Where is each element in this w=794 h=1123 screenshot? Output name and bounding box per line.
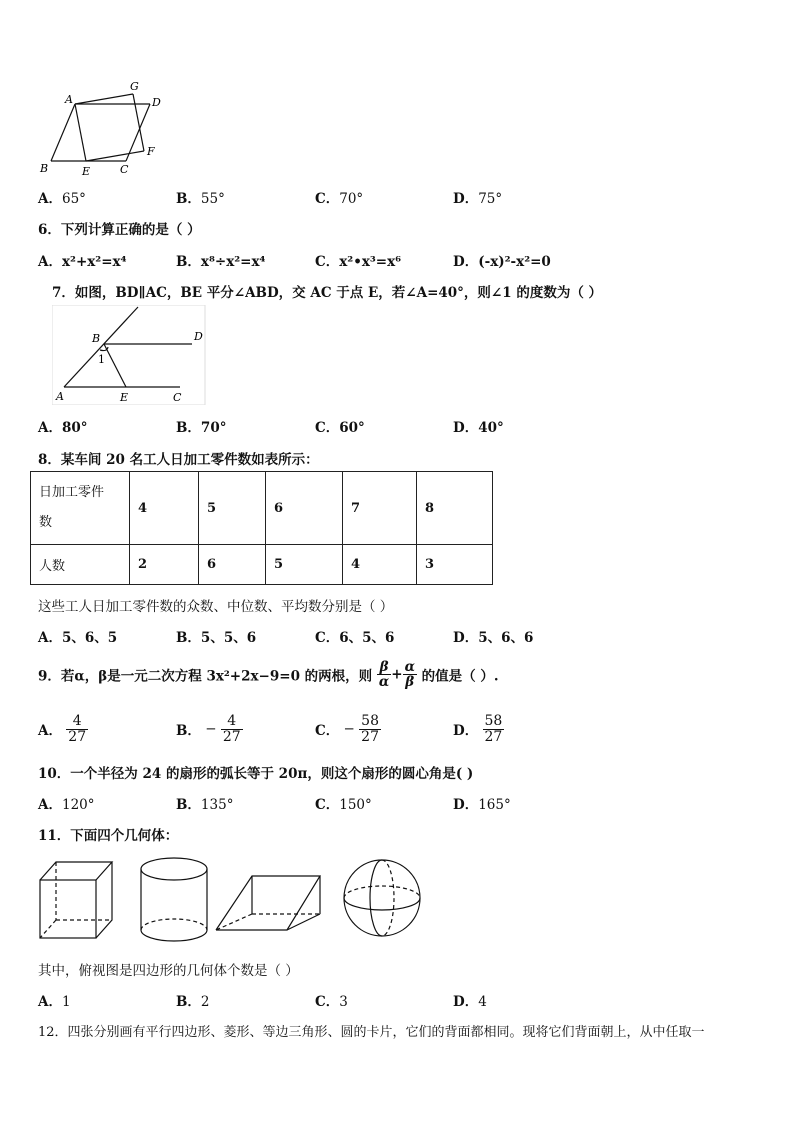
q7-option-d[interactable]: D．40° (453, 420, 504, 436)
table-header-cell: 人数 (31, 545, 130, 585)
q5-label-F: F (147, 145, 155, 158)
q6-option-a[interactable]: A．x²+x²=x⁴ (38, 254, 127, 270)
q8-follow: 这些工人日加工零件数的众数、中位数、平均数分别是（ ） (38, 599, 394, 615)
q5-label-C: C (120, 163, 129, 176)
q10-option-a[interactable]: A．120° (38, 797, 95, 813)
q9-option-d[interactable]: D． $\frac{58}{27}$ (453, 713, 503, 745)
q7-option-b[interactable]: B．70° (176, 420, 227, 436)
q7-label-D: D (194, 330, 203, 343)
q7-option-c[interactable]: C．60° (315, 420, 365, 436)
q8-stem: 8．某车间 20 名工人日加工零件数如表所示： (38, 452, 319, 468)
q11-option-c[interactable]: C．3 (315, 994, 348, 1010)
q5-label-A: A (65, 93, 73, 106)
q11-option-b[interactable]: B．2 (176, 994, 210, 1010)
q6-option-d[interactable]: D．(-x)²-x²=0 (453, 254, 551, 270)
table-cell: 3 (417, 545, 493, 585)
table-cell: 6 (266, 472, 343, 545)
q5-label-E: E (82, 165, 91, 178)
q11-follow: 其中，俯视图是四边形的几何体个数是（ ） (38, 963, 299, 979)
table-cell: 5 (266, 545, 343, 585)
q9-option-a[interactable]: A． $\frac{4}{27}$ (38, 713, 87, 745)
q5-figure (36, 78, 166, 178)
table-cell: 7 (343, 472, 417, 545)
q5-option-a[interactable]: A．65° (38, 191, 86, 207)
prism-figure (216, 876, 320, 930)
q7-stem: 7．如图，BD∥AC，BE 平分∠ABD，交 AC 于点 E，若∠A=40°，则∠1 的度数为（ ） (52, 285, 603, 301)
q10-option-b[interactable]: B．135° (176, 797, 234, 813)
cylinder-figure (141, 858, 207, 941)
q8-table (30, 471, 493, 585)
table-cell: 5 (199, 472, 266, 545)
table-row (31, 472, 493, 545)
q7-label-B: B (92, 332, 101, 345)
q9-option-c[interactable]: C． − $\frac{58}{27}$ (315, 713, 379, 745)
table-header-cell: 日加工零件 数 (31, 472, 130, 545)
q11-figures (30, 852, 450, 947)
q5-option-b[interactable]: B．55° (176, 191, 225, 207)
q5-label-G: G (130, 80, 139, 93)
q7-label-C: C (173, 391, 182, 404)
q11-stem: 11．下面四个几何体： (38, 828, 179, 844)
q5-label-B: B (40, 162, 49, 175)
q8-option-c[interactable]: C．6、5、6 (315, 630, 395, 646)
sphere-figure (344, 860, 420, 936)
q9-fraction-beta-over-alpha: $\frac{\beta}{\alpha}$ (378, 659, 390, 691)
q7-label-E: E (120, 391, 129, 404)
q9-fraction-alpha-over-beta: $\frac{\alpha}{\beta}$ (404, 659, 415, 691)
q6-option-b[interactable]: B．x⁸÷x²=x⁴ (176, 254, 266, 270)
q12-stem: 12．四张分别画有平行四边形、菱形、等边三角形、圆的卡片，它们的背面都相同。现将它们背面朝上，从中任取一 (38, 1025, 705, 1040)
q11-option-d[interactable]: D．4 (453, 994, 487, 1010)
q8-option-b[interactable]: B．5、5、6 (176, 630, 257, 646)
q5-option-d[interactable]: D．75° (453, 191, 503, 207)
table-cell: 4 (130, 472, 199, 545)
q5-label-D: D (152, 96, 161, 109)
cube-figure (40, 862, 112, 938)
q10-stem: 10．一个半径为 24 的扇形的弧长等于 20π，则这个扇形的圆心角是( ) (38, 766, 474, 782)
q8-option-d[interactable]: D．5、6、6 (453, 630, 534, 646)
q7-label-1: 1 (98, 353, 105, 366)
q6-stem: 6．下列计算正确的是（ ） (38, 222, 201, 238)
q10-option-d[interactable]: D．165° (453, 797, 511, 813)
q10-option-c[interactable]: C．150° (315, 797, 372, 813)
q9-stem: 9．若α，β是一元二次方程 3x²+2x−9=0 的两根，则 $\frac{\beta}{\alpha}$ + $\frac{\alpha}{\beta}$ 的值是（ ）. (38, 659, 499, 691)
table-row (31, 545, 493, 585)
q6-option-c[interactable]: C．x²•x³=x⁶ (315, 254, 402, 270)
q7-label-A: A (56, 390, 64, 403)
table-cell: 4 (343, 545, 417, 585)
q7-option-a[interactable]: A．80° (38, 420, 88, 436)
table-cell: 6 (199, 545, 266, 585)
q7-figure (52, 305, 212, 405)
q8-option-a[interactable]: A．5、6、5 (38, 630, 118, 646)
q9-option-b[interactable]: B． − $\frac{4}{27}$ (176, 713, 241, 745)
table-cell: 8 (417, 472, 493, 545)
q5-option-c[interactable]: C．70° (315, 191, 364, 207)
table-cell: 2 (130, 545, 199, 585)
q11-option-a[interactable]: A．1 (38, 994, 71, 1010)
